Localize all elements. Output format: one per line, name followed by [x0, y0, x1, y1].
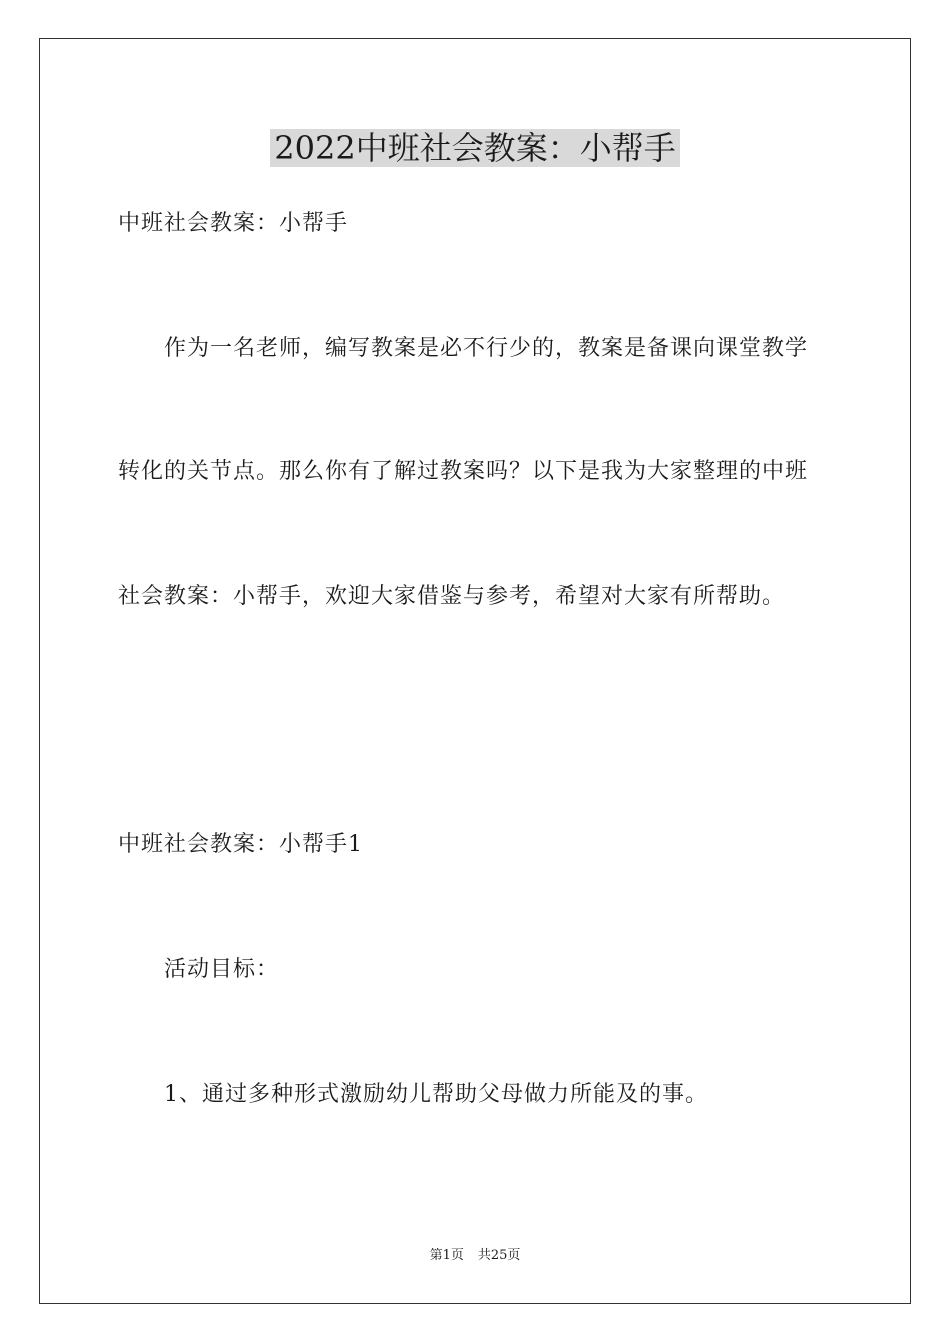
paragraph-line: 社会教案：小帮手，欢迎大家借鉴与参考，希望对大家有所帮助。: [118, 584, 786, 609]
goal-item: 1、通过多种形式激励幼儿帮助父母做力所能及的事。: [164, 1082, 708, 1107]
title-text: 2022中班社会教案：小帮手: [270, 129, 679, 167]
paragraph-line: 转化的关节点。那么你有了解过教案吗？以下是我为大家整理的中班: [118, 459, 809, 484]
paragraph-line: 作为一名老师，编写教案是必不行少的，教案是备课向课堂教学: [164, 336, 809, 361]
section-heading: 中班社会教案：小帮手1: [118, 832, 363, 857]
document-title: [0, 122, 950, 174]
subtitle-line: 中班社会教案：小帮手: [118, 211, 349, 236]
page-total: 共25页: [477, 1248, 521, 1263]
page-number: 第1页: [429, 1248, 464, 1263]
page-footer: [0, 1246, 950, 1266]
activity-goal-heading: 活动目标：: [164, 957, 280, 982]
